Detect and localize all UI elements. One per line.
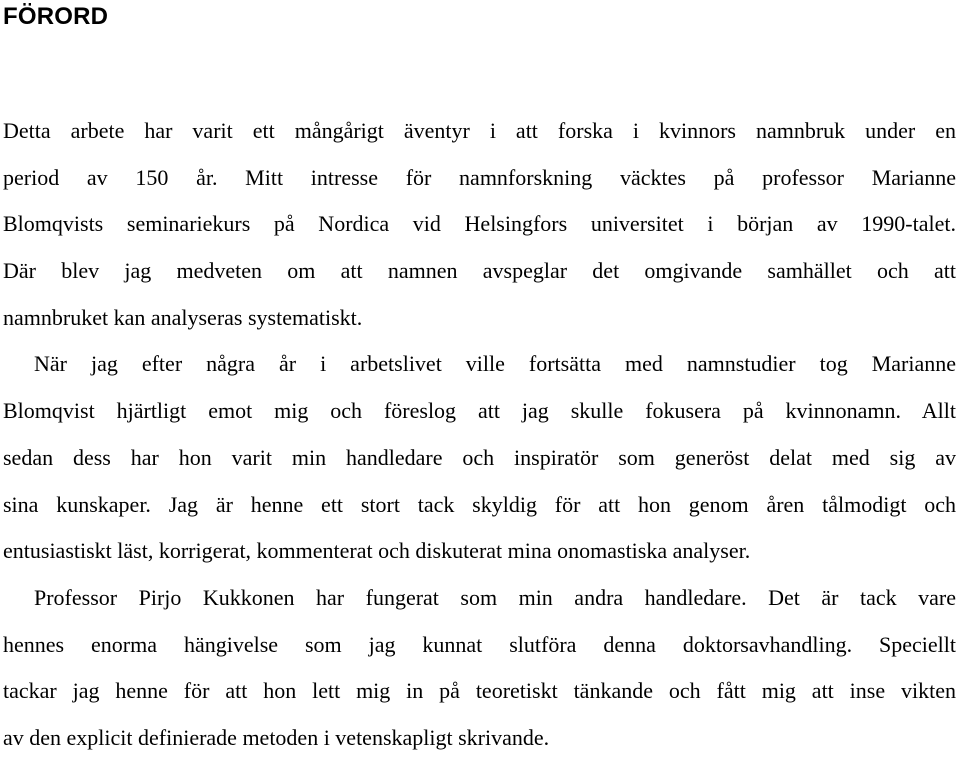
text-line: sedan dess har hon varit min handledare och inspiratör som generöst delat med sig av bbox=[3, 444, 956, 470]
preface-body bbox=[3, 108, 956, 762]
text-line: Blomqvist hjärtligt emot mig och föreslog att jag skulle fokusera på kvinnonamn. Allt bbox=[3, 398, 956, 424]
text-line: Professor Pirjo Kukkonen har fungerat som min andra handledare. Det är tack vare bbox=[34, 584, 956, 610]
text-line: hennes enorma hängivelse som jag kunnat slutföra denna doktorsavhandling. Speciellt bbox=[3, 631, 956, 657]
text-line: period av 150 år. Mitt intresse för namnforskning väcktes på professor Marianne bbox=[3, 164, 956, 190]
text-line: Blomqvists seminariekurs på Nordica vid Helsingfors universitet i början av 1990-talet. bbox=[3, 211, 956, 237]
text-line: namnbruket kan analyseras systematiskt. bbox=[3, 304, 363, 330]
text-line: När jag efter några år i arbetslivet ville fortsätta med namnstudier tog Marianne bbox=[34, 351, 956, 377]
text-line: sina kunskaper. Jag är henne ett stort tack skyldig för att hon genom åren tålmodigt och bbox=[3, 491, 956, 517]
text-line: tackar jag henne för att hon lett mig in på teoretiskt tänkande och fått mig att inse vikten bbox=[3, 678, 956, 704]
text-line: Detta arbete har varit ett mångårigt äventyr i att forska i kvinnors namnbruk under en bbox=[3, 118, 956, 143]
text-line: entusiastiskt läst, korrigerat, kommenterat och diskuterat mina onomastiska analyser. bbox=[3, 538, 751, 564]
text-line: av den explicit definierade metoden i vetenskapligt skrivande. bbox=[3, 724, 550, 750]
text-line: Där blev jag medveten om att namnen avspeglar det omgivande samhället och att bbox=[3, 258, 956, 284]
page-title: FÖRORD bbox=[3, 3, 109, 30]
